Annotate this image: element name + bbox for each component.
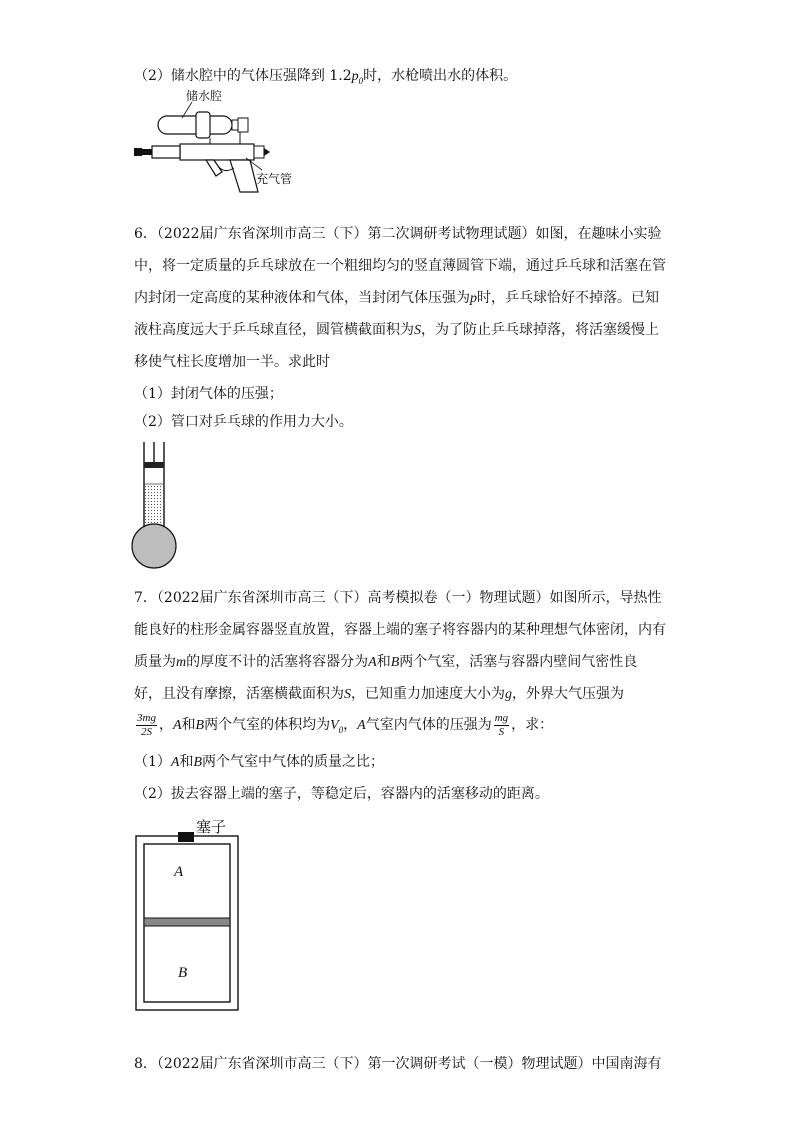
q6-sub2: （2）管口对乒乓球的作用力大小。 bbox=[134, 414, 353, 430]
fraction-mg-s: $\frac{mg}{S}$ bbox=[494, 711, 509, 738]
label-chamber-b: B bbox=[178, 965, 188, 981]
piston bbox=[144, 918, 230, 926]
q7-line5: $\frac{3mg}{2S}$ ，A和B两个气室的体积均为$V_0$，A气室内气体的压强为 $\frac{mg}{S}$ ，求： bbox=[137, 711, 554, 738]
label-chamber-a: A bbox=[174, 864, 184, 880]
q7-line1: 7．（2022届广东省深圳市高三（下）高考模拟卷（一）物理试题）如图所示，导热性 bbox=[134, 590, 662, 606]
q8-line1: 8．（2022届广东省深圳市高三（下）第一次调研考试（一模）物理试题）中国南海有 bbox=[134, 1056, 662, 1072]
q6-line4: 液柱高度远大于乒乓球直径，圆管横截面积为S，为了防止乒乓球掉落，将活塞缓慢上 bbox=[134, 322, 659, 338]
fraction-3mg-2s: $\frac{3mg}{2S}$ bbox=[137, 711, 156, 738]
q6-sub1: （1）封闭气体的压强； bbox=[134, 386, 283, 402]
q6-line5: 移使气柱长度增加一半。求此时 bbox=[134, 354, 330, 370]
pingpong-tube-figure bbox=[126, 440, 186, 570]
pingpong-ball bbox=[132, 524, 176, 568]
q7-sub2: （2）拔去容器上端的塞子，等稳定后，容器内的活塞移动的距离。 bbox=[134, 786, 549, 802]
container-figure bbox=[134, 816, 244, 1012]
q6-line2: 中，将一定质量的乒乓球放在一个粗细均匀的竖直薄圆管下端，通过乒乓球和活塞在管 bbox=[134, 258, 666, 274]
water-gun-figure bbox=[130, 88, 300, 198]
q6-line1: 6．（2022届广东省深圳市高三（下）第二次调研考试物理试题）如图，在趣味小实验 bbox=[134, 226, 662, 242]
piston bbox=[144, 462, 164, 468]
label-stopper: 塞子 bbox=[196, 818, 227, 836]
q7-line3: 质量为m的厚度不计的活塞将容器分为A和B两个气室，活塞与容器内壁间气密性良 bbox=[134, 654, 638, 670]
q5-part2-text: （2）储水腔中的气体压强降到 $1.2p_0$时，水枪喷出水的体积。 bbox=[134, 68, 518, 86]
q7-sub1: （1）A和B两个气室中气体的质量之比； bbox=[134, 754, 385, 770]
stopper bbox=[178, 832, 194, 842]
label-air-tube: 充气管 bbox=[256, 172, 293, 186]
label-water-tank: 储水腔 bbox=[186, 89, 223, 103]
water-tank bbox=[158, 116, 232, 134]
q7-line2: 能良好的柱形金属容器竖直放置，容器上端的塞子将容器内的某种理想气体密闭，内有 bbox=[134, 622, 666, 638]
q6-line3: 内封闭一定高度的某种液体和气体，当封闭气体压强为p时，乒乓球恰好不掉落。已知 bbox=[134, 290, 659, 306]
q7-line4: 好，且没有摩擦，活塞横截面积为S，已知重力加速度大小为g，外界大气压强为 bbox=[134, 686, 624, 702]
